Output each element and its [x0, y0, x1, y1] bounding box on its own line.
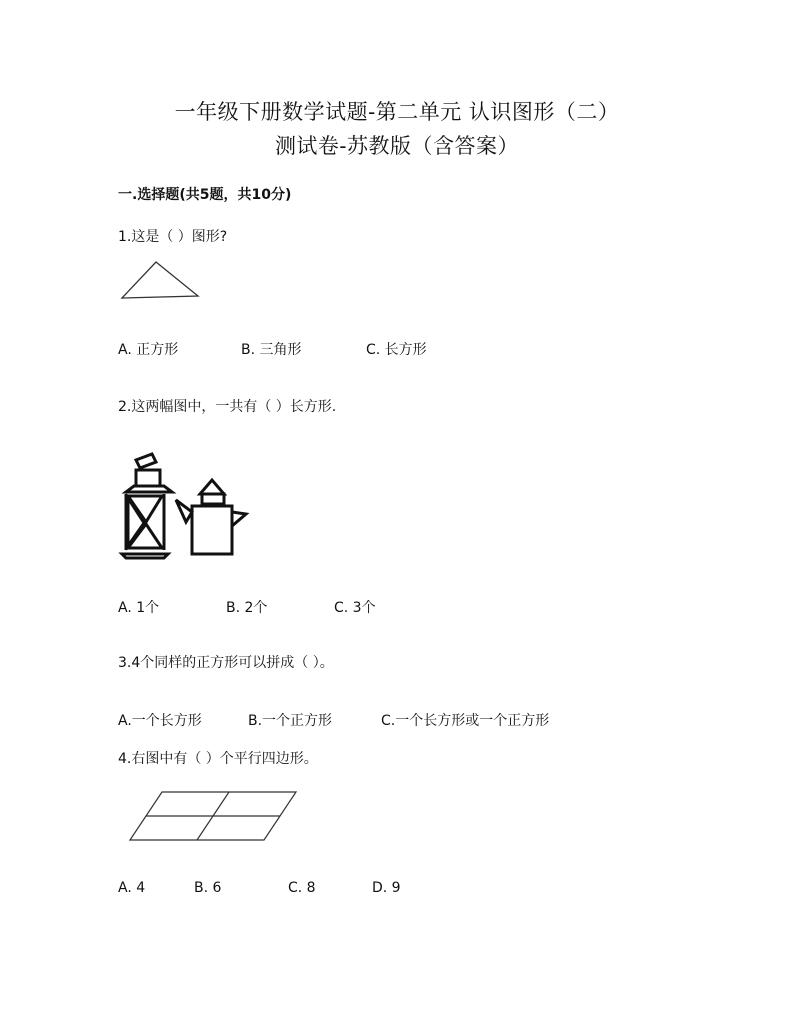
question-1-triangle-figure	[118, 258, 200, 300]
title-line-1: 一年级下册数学试题-第二单元 认识图形（二）	[174, 100, 620, 124]
question-1-text: 1.这是（ ）图形?	[118, 229, 228, 245]
question-4-option-c[interactable]: C. 8	[288, 880, 316, 896]
question-1-option-a[interactable]: A. 正方形	[118, 342, 179, 358]
question-4-option-d[interactable]: D. 9	[372, 880, 401, 896]
question-2-option-a[interactable]: A. 1个	[118, 600, 160, 616]
question-4-option-a[interactable]: A. 4	[118, 880, 146, 896]
question-3-text: 3.4个同样的正方形可以拼成（ ）。	[118, 655, 334, 671]
section-heading: 一.选择题(共5题，共10分)	[118, 187, 292, 203]
title-line-2: 测试卷-苏教版（含答案）	[274, 134, 520, 158]
question-1-option-b[interactable]: B. 三角形	[241, 342, 302, 358]
question-3-option-b[interactable]: B.一个正方形	[248, 713, 333, 729]
question-4-parallelogram-figure	[128, 790, 298, 842]
question-3-option-c[interactable]: C.一个长方形或一个正方形	[381, 713, 550, 729]
question-4-text: 4.右图中有（ ）个平行四边形。	[118, 751, 318, 767]
question-2-option-c[interactable]: C. 3个	[334, 600, 376, 616]
question-2-tangram-figures	[116, 450, 248, 560]
question-1-option-c[interactable]: C. 长方形	[366, 342, 427, 358]
question-3-option-a[interactable]: A.一个长方形	[118, 713, 202, 729]
question-2-text: 2.这两幅图中，一共有（ ）长方形.	[118, 399, 337, 415]
question-2-option-b[interactable]: B. 2个	[226, 600, 268, 616]
question-4-option-b[interactable]: B. 6	[194, 880, 222, 896]
